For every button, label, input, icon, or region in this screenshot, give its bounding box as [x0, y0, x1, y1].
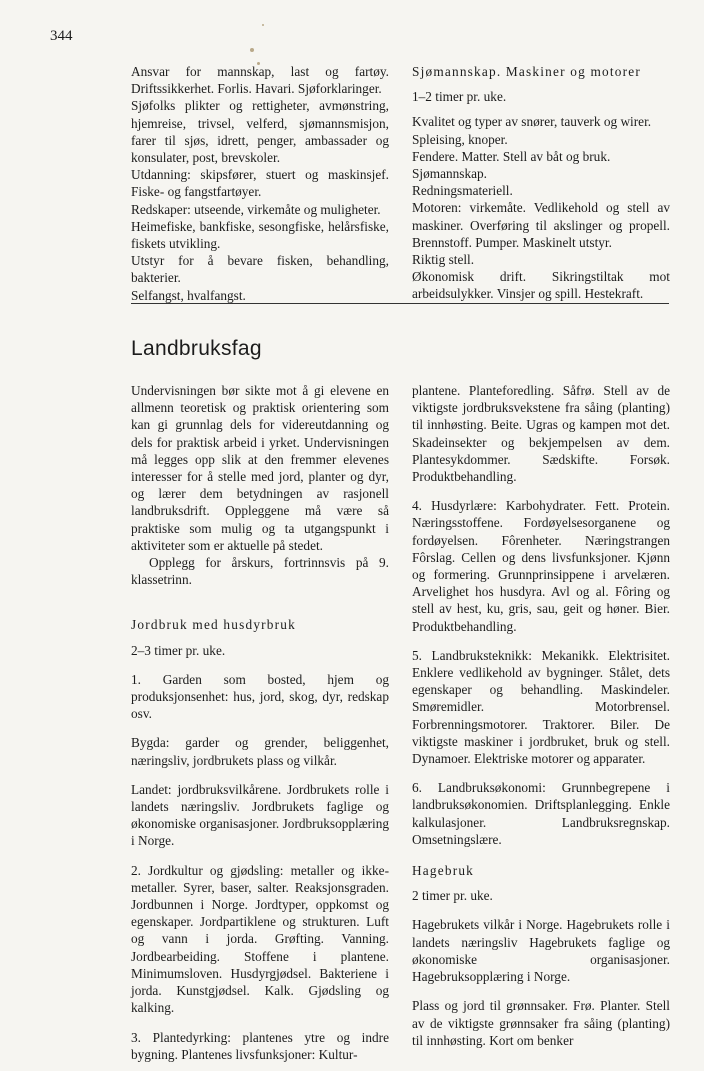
- text-line: Redningsmateriell.: [412, 183, 513, 199]
- text-line: Spleising, knoper.: [412, 131, 508, 147]
- paragraph: plantene. Planteforedling. Såfrø. Stell av de viktigste jordbruksvekstene fra såing (planting) til innhøsting. Beite. Ugras og kampen mot det. Skadeinsekter og bekjempelsen av dem. Plantesykdommer. Sædskifte. Forsøk. Produktbehandling.: [412, 383, 670, 485]
- text-line: Kvalitet og typer av snører, tauverk og wirer.: [412, 114, 652, 130]
- text-line: Utstyr for å bevare fisken, behandling, bakterier.: [131, 253, 389, 286]
- spacer: [131, 596, 389, 616]
- text-line: Heimefiske, bankfiske, sesongfiske, helårsfiske, fiskets utvikling.: [131, 218, 389, 252]
- text-line: Fendere. Matter. Stell av båt og bruk.: [412, 148, 611, 164]
- section-heading: Jordbruk med husdyrbruk: [131, 617, 296, 633]
- paragraph: 4. Husdyrlære: Karbohydrater. Fett. Protein. Næringsstoffene. Fordøyelsesorganene og fordøyelsen. Fôrenheter. Næringstrangen Fôrslag. Cellen og dens livsfunksjoner. Kjønn og formering. Grunnprinsippene i arvelæren. Arvelighet hos husdyra. Avl og al. Fôring og stell av hest, ku, gris, sau, geit og høner. Bier. Produktbehandling.: [412, 498, 670, 634]
- section-divider: [131, 303, 669, 304]
- paragraph: 2. Jordkultur og gjødsling: metaller og ikke-metaller. Syrer, baser, salter. Reaksjonsgraden. Jordbunnen i Norge. Jordtyper, oppkomst og egenskaper. Jordpartiklene og strukturen. Luft og vann i jorda. Grøfting. Vanning. Jordbearbeiding. Stoffene i plantene. Minimumsloven. Husdyrgjødsel. Bakteriene i jorda. Kunstgjødsel. Kalk. Gjødsling og kalking.: [131, 862, 389, 1016]
- paragraph: Bygda: garder og grender, beliggenhet, næringsliv, jordbrukets plass og vilkår.: [131, 735, 389, 768]
- paragraph: 3. Plantedyrking: plantenes ytre og indre bygning. Plantenes livsfunksjoner: Kultur-: [131, 1029, 389, 1062]
- text-line: Redskaper: utseende, virkemåte og muligheter.: [131, 201, 381, 217]
- text-line: Utdanning: skipsfører, stuert og maskinsjef. Fiske- og fangstfartøyer.: [131, 167, 389, 200]
- intro-paragraph: Undervisningen bør sikte mot å gi elevene en allmenn teoretisk og praktisk orientering som kan gi grunnlag dels for videreutdanning og dels for praktisk arbeid i yrket. Undervisningen må legges opp slik at den fremmer elevenes interesser for å stelle med jord, planter og dyr, og lærer dem betydningen av rasjonell landbruksdrift. Oppleggene må være så praktiske som mulig og ta utgangspunkt i aktiviteter som er aktuelle på stedet.: [131, 383, 389, 553]
- text-line: Økonomisk drift. Sikringstiltak mot arbeidsulykker. Vinsjer og spill. Hestekraft.: [412, 269, 670, 302]
- text-line: Motoren: virkemåte. Vedlikehold og stell av maskiner. Overføring til akslinger og propell. Brennstoff. Pumper. Maskinelt utstyr.: [412, 200, 670, 250]
- hours-per-week: 2–3 timer pr. uke.: [131, 642, 226, 658]
- text-line: Ansvar for mannskap, last og fartøy. Driftssikkerhet. Forlis. Havari. Sjøforklaringer.: [131, 64, 389, 97]
- paragraph: 6. Landbruksøkonomi: Grunnbegrepene i landbruksøkonomien. Driftsplanlegging. Enkle kalkulasjoner. Landbruksregnskap. Omsetningslære.: [412, 780, 670, 847]
- section-heading: Sjømannskap. Maskiner og motorer: [412, 64, 641, 79]
- paragraph: Plass og jord til grønnsaker. Frø. Planter. Stell av de viktigste grønnsaker fra såing (planting) til innhøsting. Kort om benker: [412, 998, 670, 1048]
- top-left-column: [131, 63, 389, 304]
- paragraph: 1. Garden som bosted, hjem og produksjonsenhet: hus, jord, skog, dyr, redskap osv.: [131, 671, 389, 722]
- text-line: Sjømannskap.: [412, 166, 487, 182]
- intro-paragraph-2: Opplegg for årskurs, fortrinnsvis på 9. klassetrinn.: [131, 555, 389, 588]
- paper-speck: [262, 24, 264, 26]
- text-line: Sjøfolks plikter og rettigheter, avmønstring, hjemreise, trivsel, velferd, sjømannsmisjon, farer til sjøs, idrett, penger, ambassader og konsulater, post, brevskoler.: [131, 98, 389, 166]
- bottom-left-column: [131, 382, 389, 1071]
- page-number: 344: [50, 28, 73, 44]
- bottom-right-column: [412, 382, 670, 1057]
- section-heading: Hagebruk: [412, 863, 475, 879]
- paragraph: 5. Landbruksteknikk: Mekanikk. Elektrisitet. Enklere vedlikehold av bygninger. Stålet, dets egenskaper og behandling. Maskindeler. Smøremidler. Motorbrensel. Forbrenningsmotorer. Traktorer. Biler. De viktigste maskiner i jordbruket, bruk og stell. Dynamoer. Elektriske motorer og apparater.: [412, 647, 670, 767]
- paragraph: Landet: jordbruksvilkårene. Jordbrukets rolle i landets næringsliv. Jordbrukets faglige og økonomiske organisasjoner. Jordbruksopplæring i Norge.: [131, 781, 389, 849]
- text-line: Selfangst, hvalfangst.: [131, 287, 246, 303]
- text-line: Riktig stell.: [412, 252, 475, 268]
- paper-speck: [250, 48, 254, 52]
- page-title: Landbruksfag: [131, 337, 262, 360]
- hours-per-week: 2 timer pr. uke.: [412, 888, 493, 904]
- hours-per-week: 1–2 timer pr. uke.: [412, 89, 507, 105]
- paragraph: Hagebrukets vilkår i Norge. Hagebrukets rolle i landets næringsliv Hagebrukets faglige og økonomiske organisasjoner. Hagebruksopplæring i Norge.: [412, 917, 670, 985]
- top-right-column: [412, 63, 670, 303]
